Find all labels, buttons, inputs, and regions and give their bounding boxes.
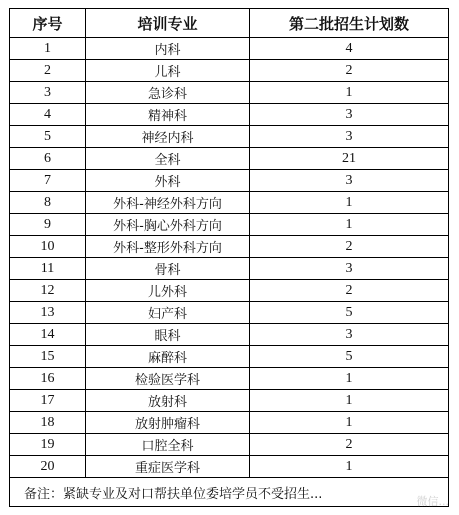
note-row	[10, 478, 449, 507]
major-cell: 放射肿瘤科	[86, 412, 250, 434]
table-row	[10, 82, 449, 104]
serial-cell: 10	[10, 236, 86, 258]
major-cell: 检验医学科	[86, 368, 250, 390]
table-row	[10, 412, 449, 434]
table-row	[10, 192, 449, 214]
table-row	[10, 368, 449, 390]
major-cell: 儿外科	[86, 280, 250, 302]
table-row	[10, 148, 449, 170]
table-row	[10, 236, 449, 258]
major-cell: 神经内科	[86, 126, 250, 148]
table-row	[10, 390, 449, 412]
table-row	[10, 456, 449, 478]
serial-cell: 1	[10, 38, 86, 60]
major-cell: 全科	[86, 148, 250, 170]
table-row	[10, 214, 449, 236]
table-note: 备注：紧缺专业及对口帮扶单位委培学员不受招生...	[10, 478, 449, 507]
serial-cell: 16	[10, 368, 86, 390]
major-cell: 放射科	[86, 390, 250, 412]
table-row	[10, 324, 449, 346]
major-cell: 外科-神经外科方向	[86, 192, 250, 214]
serial-cell: 8	[10, 192, 86, 214]
serial-cell: 18	[10, 412, 86, 434]
plan-count-cell: 2	[250, 280, 449, 302]
enrollment-table	[9, 8, 449, 507]
serial-cell: 12	[10, 280, 86, 302]
plan-count-cell: 1	[250, 82, 449, 104]
plan-count-cell: 1	[250, 390, 449, 412]
plan-count-cell: 5	[250, 346, 449, 368]
major-cell: 重症医学科	[86, 456, 250, 478]
plan-count-cell: 2	[250, 434, 449, 456]
plan-count-cell: 4	[250, 38, 449, 60]
plan-count-cell: 1	[250, 214, 449, 236]
table-body	[10, 38, 449, 478]
major-cell: 骨科	[86, 258, 250, 280]
table-row	[10, 258, 449, 280]
table-row	[10, 434, 449, 456]
table-header-row	[10, 9, 449, 38]
plan-count-cell: 21	[250, 148, 449, 170]
serial-cell: 20	[10, 456, 86, 478]
serial-cell: 7	[10, 170, 86, 192]
enrollment-table-container	[9, 8, 448, 507]
plan-count-cell: 1	[250, 456, 449, 478]
serial-cell: 14	[10, 324, 86, 346]
serial-cell: 4	[10, 104, 86, 126]
table-row	[10, 60, 449, 82]
plan-count-cell: 3	[250, 170, 449, 192]
serial-cell: 17	[10, 390, 86, 412]
table-row	[10, 346, 449, 368]
major-cell: 儿科	[86, 60, 250, 82]
major-cell: 眼科	[86, 324, 250, 346]
serial-cell: 11	[10, 258, 86, 280]
serial-cell: 6	[10, 148, 86, 170]
header-major: 培训专业	[86, 9, 250, 38]
plan-count-cell: 2	[250, 236, 449, 258]
major-cell: 麻醉科	[86, 346, 250, 368]
plan-count-cell: 1	[250, 368, 449, 390]
major-cell: 口腔全科	[86, 434, 250, 456]
table-row	[10, 38, 449, 60]
plan-count-cell: 2	[250, 60, 449, 82]
watermark: 微信...	[416, 495, 449, 508]
table-row	[10, 302, 449, 324]
serial-cell: 19	[10, 434, 86, 456]
serial-cell: 2	[10, 60, 86, 82]
table-row	[10, 126, 449, 148]
major-cell: 精神科	[86, 104, 250, 126]
major-cell: 外科-胸心外科方向	[86, 214, 250, 236]
serial-cell: 13	[10, 302, 86, 324]
serial-cell: 9	[10, 214, 86, 236]
table-row	[10, 280, 449, 302]
table-row	[10, 104, 449, 126]
table-row	[10, 170, 449, 192]
major-cell: 外科-整形外科方向	[86, 236, 250, 258]
plan-count-cell: 3	[250, 104, 449, 126]
header-serial: 序号	[10, 9, 86, 38]
major-cell: 内科	[86, 38, 250, 60]
major-cell: 妇产科	[86, 302, 250, 324]
serial-cell: 15	[10, 346, 86, 368]
header-plan-count: 第二批招生计划数	[250, 9, 449, 38]
major-cell: 外科	[86, 170, 250, 192]
plan-count-cell: 1	[250, 412, 449, 434]
serial-cell: 5	[10, 126, 86, 148]
serial-cell: 3	[10, 82, 86, 104]
major-cell: 急诊科	[86, 82, 250, 104]
plan-count-cell: 3	[250, 324, 449, 346]
plan-count-cell: 3	[250, 258, 449, 280]
plan-count-cell: 5	[250, 302, 449, 324]
plan-count-cell: 1	[250, 192, 449, 214]
plan-count-cell: 3	[250, 126, 449, 148]
